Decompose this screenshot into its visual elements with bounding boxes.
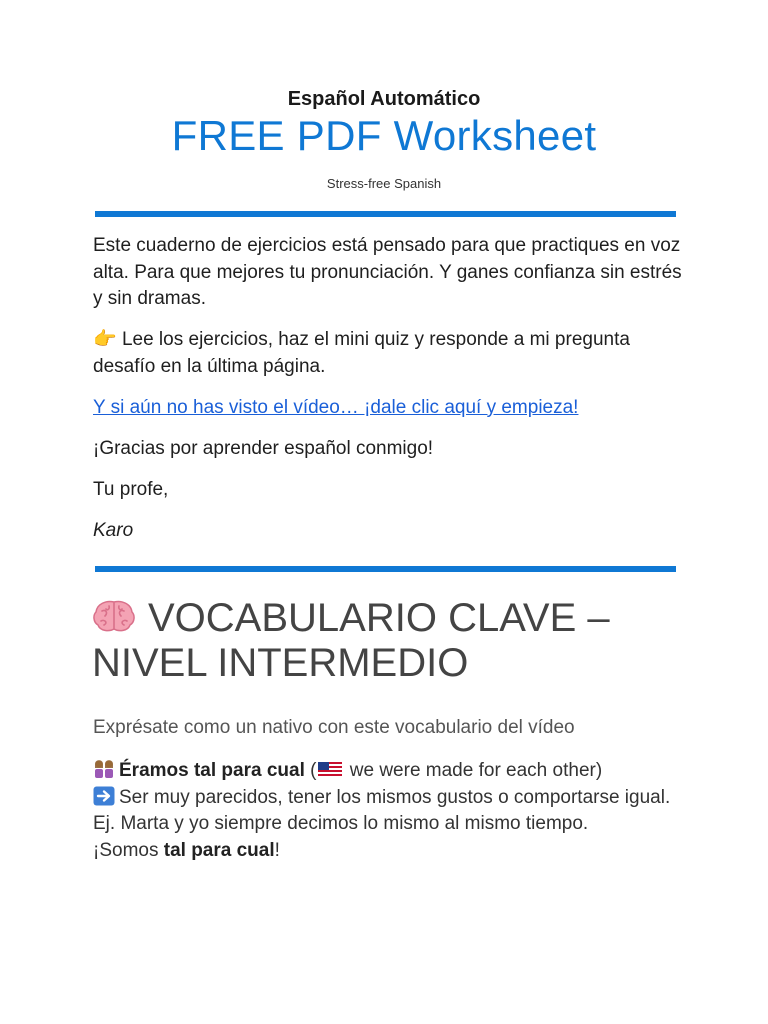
us-flag-icon (318, 762, 342, 778)
brain-icon (92, 599, 136, 633)
section-lead: Exprésate como un nativo con este vocabulario del vídeo (93, 717, 575, 738)
page-title: FREE PDF Worksheet (171, 112, 597, 159)
paren-open: ( (304, 760, 317, 781)
vocab-entry (93, 758, 693, 864)
instructions-text: Lee los ejercicios, haz el mini quiz y responde a mi pregunta desafío en la última página. (93, 329, 630, 377)
section-heading-text: VOCABULARIO CLAVE – NIVEL INTERMEDIO (92, 596, 610, 685)
intro-paragraph: Este cuaderno de ejercicios está pensado para que practiques en voz alta. Para que mejores tu pronunciación. Y ganes confianza sin estrés y sin dramas. (93, 235, 682, 309)
top-divider (95, 211, 676, 217)
vocab-example-2 (93, 838, 693, 865)
vocab-translation: we were made for each other) (344, 760, 603, 781)
page-subtitle: Stress-free Spanish (326, 176, 442, 191)
example2-suffix: ! (274, 839, 280, 861)
thanks-text: ¡Gracias por aprender español conmigo! (93, 437, 434, 459)
vocab-definition: Ser muy parecidos, tener los mismos gustos o comportarse igual. (119, 786, 671, 808)
video-link-paragraph (93, 395, 693, 422)
vocab-definition-line (93, 785, 693, 812)
example2-bold: tal para cual (163, 839, 275, 861)
example2-prefix: ¡Somos (93, 839, 164, 861)
vocab-example: Ej. Marta y yo siempre decimos lo mismo al mismo tiempo. (93, 813, 589, 834)
brand-name: Español Automático (287, 88, 481, 110)
two-women-icon (93, 759, 115, 779)
pointing-hand-icon: 👉 (93, 329, 117, 350)
vocab-term: Éramos tal para cual (119, 760, 305, 781)
section-divider (95, 566, 676, 572)
vocab-term-line (93, 758, 693, 785)
intro-section (93, 233, 693, 559)
right-arrow-icon (93, 786, 115, 806)
instructions-paragraph (93, 327, 693, 380)
section-heading (92, 596, 712, 686)
video-link[interactable]: Y si aún no has visto el vídeo… ¡dale clic aquí y empieza! (93, 396, 579, 418)
closing-text: Tu profe, (93, 478, 169, 500)
signature: Karo (93, 519, 134, 541)
